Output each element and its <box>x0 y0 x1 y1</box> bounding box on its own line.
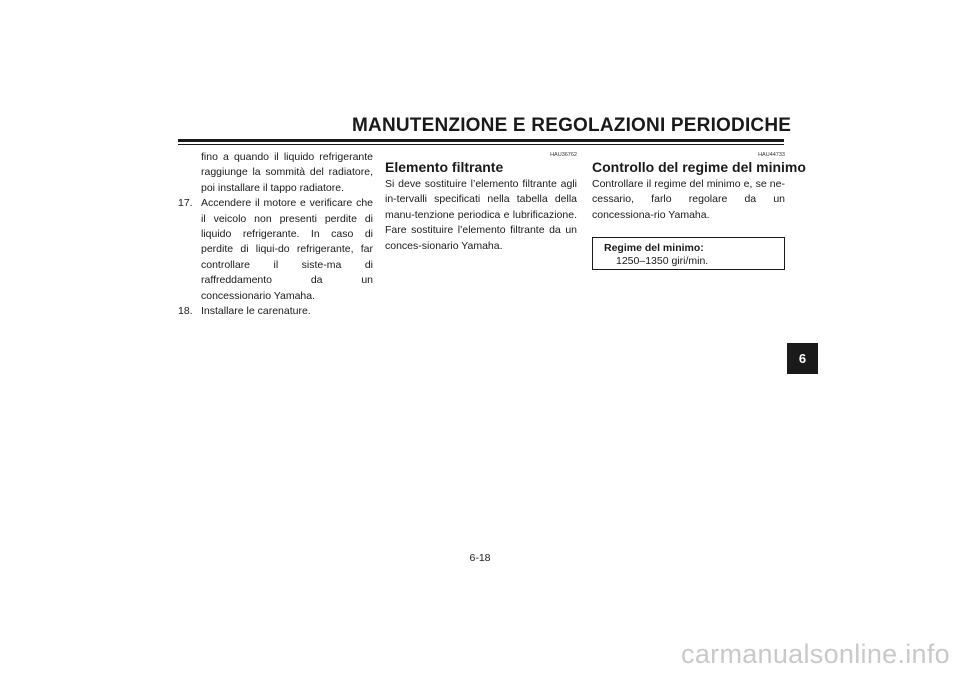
header-rule-thick <box>178 139 784 142</box>
chapter-tab: 6 <box>787 343 818 374</box>
spec-box <box>592 237 785 270</box>
step-continuation-text: fino a quando il liquido refrigerante raggiunge la sommità del radiatore, poi installare il tappo radiatore. <box>201 151 373 194</box>
column-middle <box>385 152 577 254</box>
spec-value: 1250–1350 giri/min. <box>616 255 709 268</box>
step-text: Installare le carenature. <box>201 305 311 318</box>
step-number: 18. <box>178 305 193 318</box>
header-rule-thin <box>178 144 784 145</box>
column-left <box>178 150 373 319</box>
spec-label: Regime del minimo: <box>604 242 704 255</box>
section-heading-idle: Controllo del regime del minimo <box>592 159 806 175</box>
step-number: 17. <box>178 197 193 210</box>
section-code: HAU44733 <box>758 152 785 158</box>
section-code: HAU36762 <box>550 152 577 158</box>
column-right <box>592 152 806 270</box>
page-header-title: MANUTENZIONE E REGOLAZIONI PERIODICHE <box>352 115 792 136</box>
step-text: Accendere il motore e verificare che il veicolo non presenti perdite di liquido refrigerante. In caso di perdite di liqui-do refrigerante, far controllare il siste-ma di raffreddamento da un concessionario Yamaha. <box>201 197 373 302</box>
page-number: 6-18 <box>469 552 491 564</box>
step-item <box>178 304 373 319</box>
section-body-filter: Si deve sostituire l’elemento filtrante agli in-tervalli specificati nella tabella della manu-tenzione periodica e lubrificazione. Fare sostituire l’elemento filtrante da un conces-sionario Yamaha. <box>385 178 577 252</box>
section-heading-filter: Elemento filtrante <box>385 159 504 175</box>
step-item <box>178 196 373 304</box>
watermark: carmanualsonline.info <box>681 639 950 669</box>
section-body-idle: Controllare il regime del minimo e, se ne-cessario, farlo regolare da un concessiona-rio Yamaha. <box>592 178 785 221</box>
